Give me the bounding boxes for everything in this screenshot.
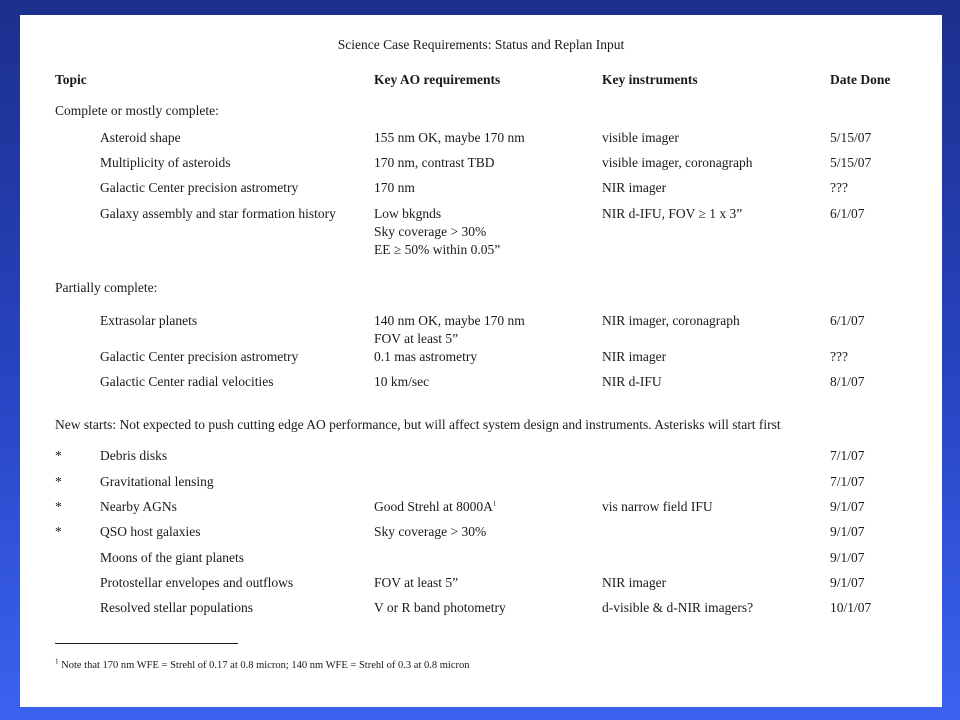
ao-requirement-line: EE ≥ 50% within 0.05” bbox=[374, 242, 501, 257]
footnote-text: Note that 170 nm WFE = Strehl of 0.17 at 0.8 micron; 140 nm WFE = Strehl of 0.3 at 0.8 micron bbox=[58, 660, 470, 671]
row-ao-requirements bbox=[374, 373, 429, 391]
row-ao-requirements bbox=[374, 498, 496, 516]
row-date-done: 9/1/07 bbox=[830, 524, 865, 539]
ao-requirement-line: Sky coverage > 30% bbox=[374, 524, 487, 539]
row-ao-requirements bbox=[374, 205, 500, 259]
footnote-reference: 1 bbox=[492, 499, 497, 508]
row-date-done: 10/1/07 bbox=[830, 600, 872, 615]
row-instruments: NIR d-IFU, FOV ≥ 1 x 3” bbox=[602, 206, 743, 221]
row-instruments: vis narrow field IFU bbox=[602, 499, 713, 514]
ao-requirement-line: Sky coverage > 30% bbox=[374, 224, 487, 239]
ao-requirement-line: V or R band photometry bbox=[374, 600, 506, 615]
ao-requirement-line: 170 nm bbox=[374, 180, 415, 195]
row-topic: Asteroid shape bbox=[100, 130, 181, 145]
row-topic: Galactic Center precision astrometry bbox=[100, 180, 299, 195]
row-date-done: ??? bbox=[830, 180, 848, 195]
row-date-done: 6/1/07 bbox=[830, 206, 865, 221]
row-instruments: NIR d-IFU bbox=[602, 374, 662, 389]
header-date-done: Date Done bbox=[830, 72, 891, 87]
row-instruments: visible imager bbox=[602, 130, 679, 145]
row-date-done: 8/1/07 bbox=[830, 374, 865, 389]
row-asterisk: * bbox=[55, 474, 62, 489]
row-date-done: 5/15/07 bbox=[830, 130, 872, 145]
row-ao-requirements bbox=[374, 129, 525, 147]
row-date-done: 9/1/07 bbox=[830, 499, 865, 514]
header-instruments: Key instruments bbox=[602, 72, 698, 87]
row-topic: Gravitational lensing bbox=[100, 474, 214, 489]
row-date-done: 9/1/07 bbox=[830, 550, 865, 565]
page-title: Science Case Requirements: Status and Replan Input bbox=[337, 37, 625, 52]
row-ao-requirements bbox=[374, 179, 415, 197]
row-topic: Nearby AGNs bbox=[100, 499, 177, 514]
ao-requirement-line: FOV at least 5” bbox=[374, 331, 459, 346]
row-instruments: NIR imager bbox=[602, 180, 667, 195]
row-instruments: NIR imager, coronagraph bbox=[602, 313, 740, 328]
footnote-mark: 1 bbox=[55, 657, 59, 666]
footnote-rule bbox=[55, 643, 238, 644]
row-ao-requirements bbox=[374, 599, 506, 617]
ao-requirement-line bbox=[374, 498, 496, 516]
row-date-done: 7/1/07 bbox=[830, 474, 865, 489]
document-page bbox=[20, 15, 942, 707]
row-topic: Galaxy assembly and star formation history bbox=[100, 206, 336, 221]
ao-requirement-line: FOV at least 5” bbox=[374, 575, 459, 590]
row-date-done: 7/1/07 bbox=[830, 448, 865, 463]
ao-requirement-line: 0.1 mas astrometry bbox=[374, 349, 478, 364]
row-instruments: d-visible & d-NIR imagers? bbox=[602, 600, 754, 615]
header-ao-requirements: Key AO requirements bbox=[374, 72, 501, 87]
ao-requirement-line: 155 nm OK, maybe 170 nm bbox=[374, 130, 525, 145]
row-topic: Debris disks bbox=[100, 448, 168, 463]
row-topic: Galactic Center radial velocities bbox=[100, 374, 274, 389]
row-date-done: 9/1/07 bbox=[830, 575, 865, 590]
row-topic: Moons of the giant planets bbox=[100, 550, 244, 565]
row-topic: Protostellar envelopes and outflows bbox=[100, 575, 294, 590]
ao-requirement-text: Good Strehl at 8000A bbox=[374, 499, 493, 514]
row-ao-requirements bbox=[374, 312, 525, 348]
row-ao-requirements bbox=[374, 154, 495, 172]
row-ao-requirements bbox=[374, 523, 486, 541]
row-ao-requirements bbox=[374, 574, 458, 592]
row-asterisk: * bbox=[55, 448, 62, 463]
row-date-done: ??? bbox=[830, 349, 848, 364]
row-ao-requirements bbox=[374, 348, 477, 366]
row-asterisk: * bbox=[55, 524, 62, 539]
ao-requirement-line: 10 km/sec bbox=[374, 374, 430, 389]
section-label: New starts: Not expected to push cutting edge AO performance, but will affect system design and instruments. Asterisks will start first bbox=[55, 417, 781, 432]
row-topic: Extrasolar planets bbox=[100, 313, 198, 328]
ao-requirement-line: 170 nm, contrast TBD bbox=[374, 155, 495, 170]
ao-requirement-line: Low bkgnds bbox=[374, 206, 442, 221]
row-date-done: 6/1/07 bbox=[830, 313, 865, 328]
section-label: Complete or mostly complete: bbox=[55, 103, 219, 118]
row-instruments: visible imager, coronagraph bbox=[602, 155, 753, 170]
row-topic: Resolved stellar populations bbox=[100, 600, 253, 615]
ao-requirement-line: 140 nm OK, maybe 170 nm bbox=[374, 313, 525, 328]
row-topic: Galactic Center precision astrometry bbox=[100, 349, 299, 364]
row-date-done: 5/15/07 bbox=[830, 155, 872, 170]
section-label: Partially complete: bbox=[55, 280, 158, 295]
row-topic: QSO host galaxies bbox=[100, 524, 201, 539]
footnote bbox=[55, 657, 470, 671]
row-instruments: NIR imager bbox=[602, 575, 667, 590]
row-instruments: NIR imager bbox=[602, 349, 667, 364]
header-topic: Topic bbox=[55, 72, 87, 87]
row-topic: Multiplicity of asteroids bbox=[100, 155, 231, 170]
row-asterisk: * bbox=[55, 499, 62, 514]
